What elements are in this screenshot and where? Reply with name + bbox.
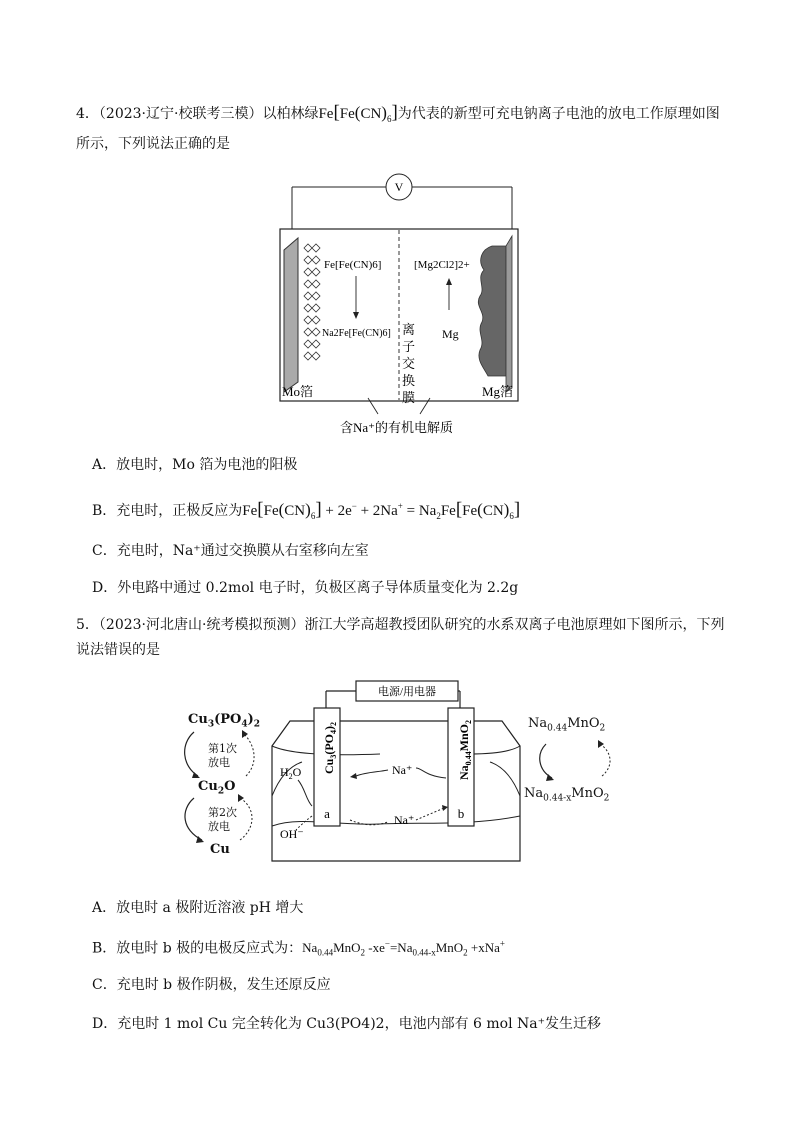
q5-label-a: a bbox=[324, 806, 330, 821]
q5-right-cycle-arrows bbox=[524, 716, 634, 816]
q4-diagram bbox=[270, 170, 540, 440]
q5-option-b bbox=[92, 934, 505, 963]
q4-left-top-formula: Fe[Fe(CN)6] bbox=[324, 259, 382, 271]
q4-option-d: D．外电路中通过 0.2mol 电子时，负极区离子导体质量变化为 2.2g bbox=[92, 580, 519, 596]
q5-h2o: $H_2O$ bbox=[280, 765, 302, 781]
q5-stem-line1 bbox=[76, 614, 736, 636]
q5-left-cycle bbox=[172, 712, 262, 872]
q4-option-a: A．放电时，Mo 箔为电池的阳极 bbox=[92, 457, 298, 473]
q5-label-b: b bbox=[457, 806, 465, 821]
q5-cycle-cu3po42: $Cu_3(PO_4)_2$ bbox=[188, 712, 261, 730]
q4-stem-a: 以柏林绿 bbox=[262, 106, 319, 122]
q4-right-bottom-formula: Mg bbox=[442, 327, 459, 341]
q4-formula: $Fe[Fe(CN)_6]$ bbox=[318, 102, 398, 124]
q4-left-bottom-formula: Na2Fe[Fe(CN)6] bbox=[322, 328, 391, 339]
q4-option-b bbox=[92, 496, 520, 526]
q5-beaker bbox=[272, 721, 520, 861]
q5-note-2: 第2次 放电 bbox=[208, 806, 237, 833]
q5-na-top: Na⁺ bbox=[392, 763, 413, 777]
q5-right-cycle bbox=[524, 716, 634, 816]
q4-voltmeter-label: V bbox=[394, 180, 404, 194]
q4-left-electrode-label: Mo箔 bbox=[282, 384, 314, 399]
q5-number: 5． bbox=[76, 617, 99, 633]
q5-left-cycle-arrows bbox=[172, 712, 262, 872]
q5-source: （2023·河北唐山·统考模拟预测） bbox=[98, 617, 305, 633]
q4-source: （2023·辽宁·校联考三模） bbox=[98, 106, 263, 122]
q5-cycle-cu2o: $Cu_2O$ bbox=[198, 779, 236, 797]
q4-option-b-prefix: B．充电时，正极反应为 bbox=[92, 503, 243, 519]
mg-foil-edge bbox=[506, 236, 512, 392]
q4-stem-b: 为代表的新型可充电钠离子电池的放电工作原理如图 bbox=[397, 106, 720, 122]
q4-right-electrode-label: Mg箔 bbox=[482, 384, 514, 399]
q4-stem-line2: 所示，下列说法正确的是 bbox=[76, 136, 230, 152]
q5-oh: OH⁻ bbox=[280, 827, 304, 841]
q5-left-electrode-label: $Cu_3(PO_4)_2$ bbox=[322, 721, 338, 774]
mo-foil-icon bbox=[284, 238, 298, 392]
q4-electrolyte-label: 含Na⁺的有机电解质 bbox=[340, 420, 454, 435]
q4-membrane-label: 离子交换膜 bbox=[402, 322, 416, 405]
q5-option-a: A．放电时 a 极附近溶液 pH 增大 bbox=[92, 900, 304, 916]
q5-cycle-na044: $Na_{0.44}MnO_2$ bbox=[528, 716, 606, 734]
q4-right-top-formula: [Mg2Cl2]2+ bbox=[414, 259, 470, 271]
q5-note-1: 第1次 放电 bbox=[208, 742, 237, 769]
q4-option-c: C．充电时，Na⁺通过交换膜从右室移向左室 bbox=[92, 543, 369, 559]
q4-option-b-equation: $Fe[Fe(CN)_6] + 2e^- + 2Na^+ = Na_2Fe[Fe(CN)_6]$ bbox=[242, 499, 521, 521]
q5-right-electrode-label: $Na_{0.44}MnO_2$ bbox=[457, 719, 473, 780]
q5-stem-a: 浙江大学高超教授团队研究的水系双离子电池原理如下图所示，下列 bbox=[304, 617, 725, 633]
q5-na-bottom: Na⁺ bbox=[394, 813, 415, 827]
mg-foil-icon bbox=[478, 246, 506, 376]
q5-power-label: 电源/用电器 bbox=[377, 686, 437, 698]
q4-number: 4． bbox=[76, 106, 99, 122]
q5-option-b-equation: $Na_{0.44}MnO_2$ $-xe^-=Na_{0.44-x}MnO_2 +xNa^+$ bbox=[302, 939, 505, 958]
q5-cycle-na044x: $Na_{0.44-x}MnO_2$ bbox=[524, 786, 610, 804]
q5-option-b-prefix: B．放电时 b 极的电极反应式为： bbox=[92, 940, 303, 957]
q5-option-c: C．充电时 b 极作阴极，发生还原反应 bbox=[92, 977, 331, 993]
q5-cycle-cu: Cu bbox=[210, 842, 230, 857]
q4-stem-line1 bbox=[76, 102, 736, 130]
q5-option-d: D．充电时 1 mol Cu 完全转化为 Cu3(PO4)2，电池内部有 6 mol Na⁺发生迁移 bbox=[92, 1016, 601, 1032]
q5-stem-line2: 说法错误的是 bbox=[76, 642, 160, 658]
